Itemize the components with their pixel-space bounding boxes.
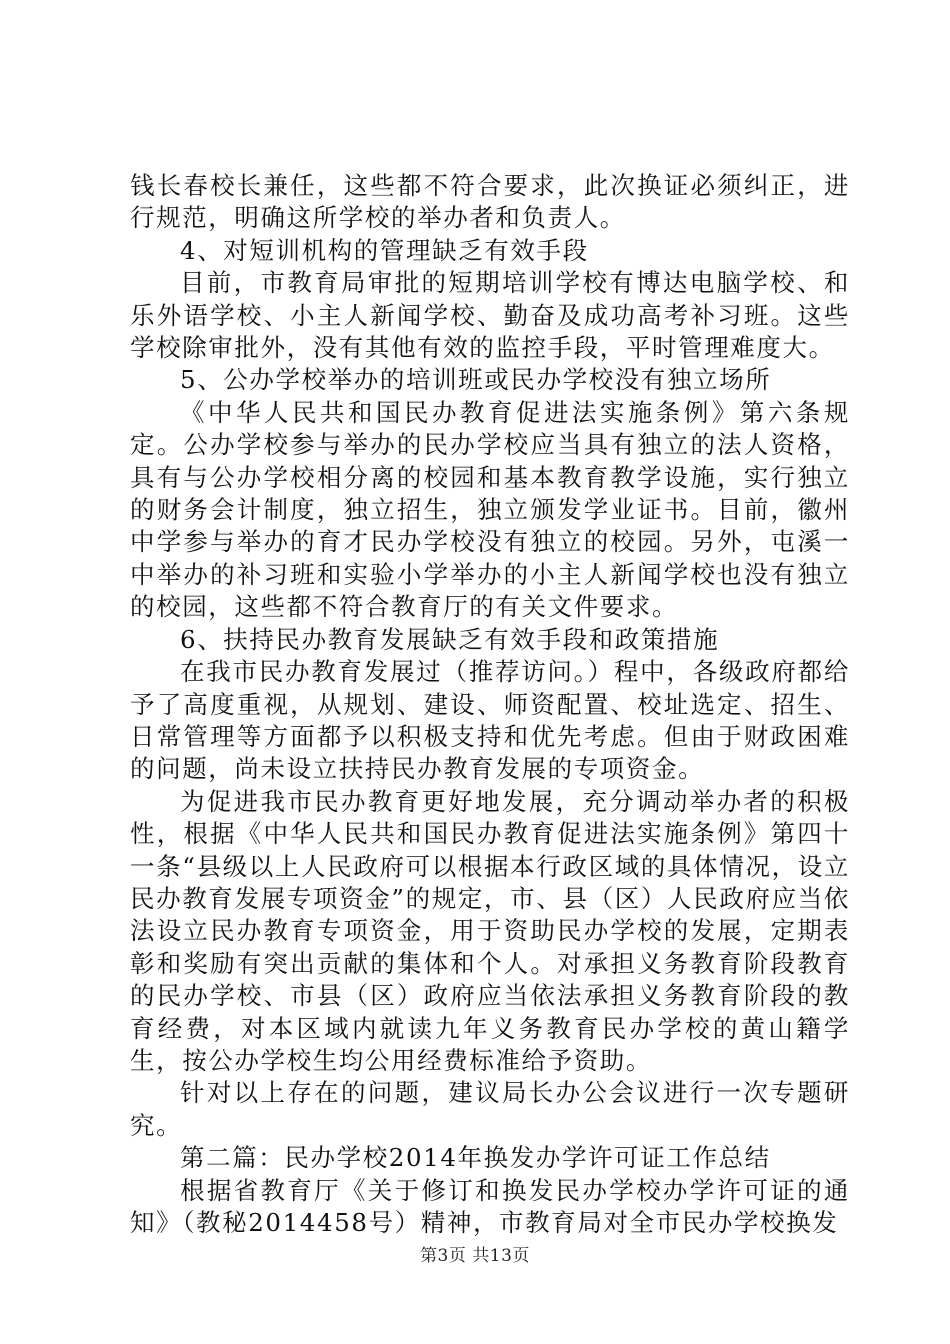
chapter-heading: 第二篇：民办学校2014年换发办学许可证工作总结	[180, 1143, 771, 1173]
section-heading: 5、公办学校举办的培训班或民办学校没有独立场所	[180, 365, 772, 395]
paragraph: 在我市民办教育发展过（推荐访问。）程中，各级政府都给予了高度重视，从规划、建设、师资配置、校址选定、招生、日常管理等方面都予以积极支持和优先考虑。但由于财政困难的问题，尚未设立扶持民办教育发展的专项资金。	[130, 657, 850, 784]
paragraph: 针对以上存在的问题，建议局长办公会议进行一次专题研究。	[130, 1078, 850, 1140]
page-number-footer: 第3页 共13页	[420, 1246, 530, 1266]
paragraph: 根据省教育厅《关于修订和换发民办学校办学许可证的通知》（教秘2014458号）精神，市教育局对全市民办学校换发	[130, 1175, 850, 1237]
document-body	[130, 170, 850, 1239]
paragraph: 为促进我市民办教育更好地发展，充分调动举办者的积极性，根据《中华人民共和国民办教育促进法实施条例》第四十一条“县级以上人民政府可以根据本行政区域的具体情况，设立民办教育发展专项资金”的规定，市、县（区）人民政府应当依法设立民办教育专项资金，用于资助民办学校的发展，定期表彰和奖励有突出贡献的集体和个人。对承担义务教育阶段教育的民办学校、市县（区）政府应当依法承担义务教育阶段的教育经费，对本区域内就读九年义务教育民办学校的黄山籍学生，按公办学校生均公用经费标准给予资助。	[130, 786, 850, 1075]
section-heading: 6、扶持民办教育发展缺乏有效手段和政策措施	[180, 624, 720, 654]
section-heading: 4、对短训机构的管理缺乏有效手段	[180, 235, 589, 265]
paragraph: 钱长春校长兼任，这些都不符合要求，此次换证必须纠正，进行规范，明确这所学校的举办者和负责人。	[130, 171, 850, 233]
paragraph: 目前，市教育局审批的短期培训学校有博达电脑学校、和乐外语学校、小主人新闻学校、勤奋及成功高考补习班。这些学校除审批外，没有其他有效的监控手段，平时管理难度大。	[130, 268, 850, 363]
paragraph: 《中华人民共和国民办教育促进法实施条例》第六条规定。公办学校参与举办的民办学校应当具有独立的法人资格，具有与公办学校相分离的校园和基本教育教学设施，实行独立的财务会计制度，独立招生，独立颁发学业证书。目前，徽州中学参与举办的育才民办学校没有独立的校园。另外，屯溪一中举办的补习班和实验小学举办的小主人新闻学校也没有独立的校园，这些都不符合教育厅的有关文件要求。	[130, 397, 850, 622]
